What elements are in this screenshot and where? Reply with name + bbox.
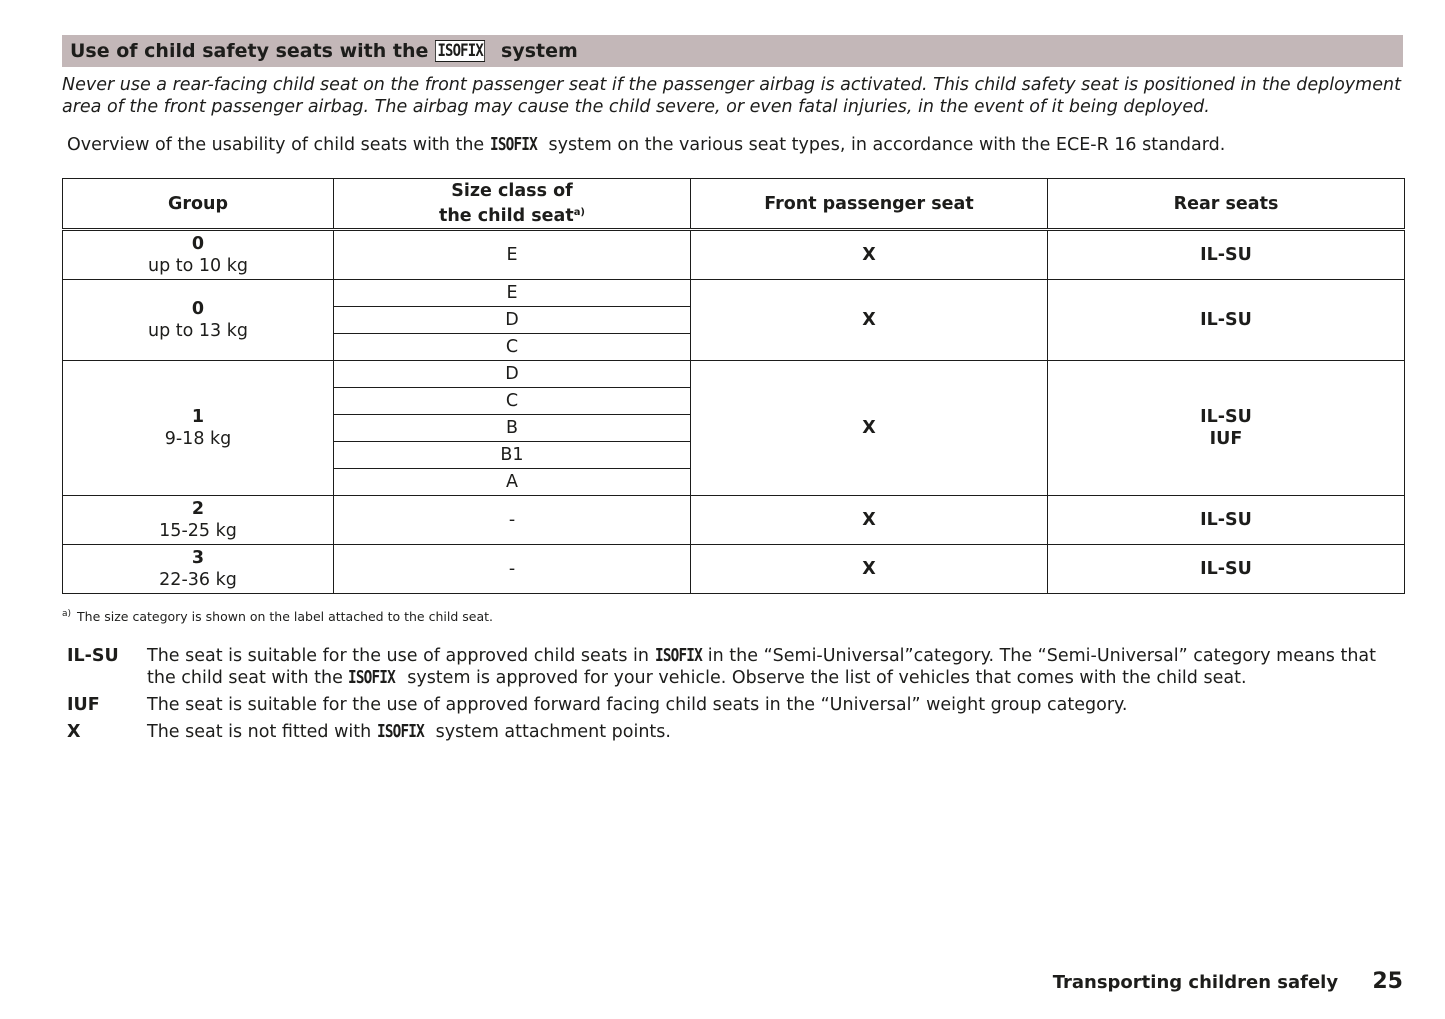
isofix-logo: ISOFIX	[489, 135, 537, 155]
size-class-cell: C	[334, 388, 691, 415]
size-class-cell: E	[334, 230, 691, 280]
size-class-cell: B1	[334, 442, 691, 469]
legend-key: IL-SU	[67, 646, 119, 666]
footer-section-title: Transporting children safely	[1052, 972, 1339, 993]
section-title	[62, 35, 1403, 67]
table-row	[63, 280, 1405, 307]
header-rear-seats: Rear seats	[1048, 179, 1405, 230]
group-cell	[63, 361, 334, 496]
legend-key: X	[67, 722, 81, 742]
footnote-text: The size category is shown on the label attached to the child seat.	[77, 609, 493, 624]
group-cell	[63, 496, 334, 545]
legend-text: system is approved for your vehicle. Observe the list of vehicles that comes with the child seat.	[407, 668, 1247, 688]
front-seat-cell: X	[691, 361, 1048, 496]
isofix-logo: ISOFIX	[348, 668, 396, 688]
front-seat-cell: X	[691, 230, 1048, 280]
warning-text: Never use a rear-facing child seat on the front passenger seat if the passenger airbag is activated. This child safety seat is positioned in the deployment area of the front passenger airbag. The airbag may cause the child severe, or even fatal injuries, in the event of it being deployed.	[62, 75, 1401, 117]
group-weight: up to 10 kg	[148, 256, 248, 276]
table-footnote	[62, 605, 493, 626]
size-class-cell: -	[334, 545, 691, 594]
front-seat-cell: X	[691, 545, 1048, 594]
legend-text: system attachment points.	[435, 722, 671, 742]
size-class-cell: B	[334, 415, 691, 442]
rear-seat-cell	[1048, 361, 1405, 496]
table-row	[63, 496, 1405, 545]
overview-after: system on the various seat types, in accordance with the ECE-R 16 standard.	[548, 135, 1226, 155]
group-cell	[63, 545, 334, 594]
group-weight: 9-18 kg	[164, 429, 232, 449]
legend-description	[147, 645, 1403, 689]
header-size-class	[334, 179, 691, 230]
isofix-logo: ISOFIX	[654, 646, 702, 666]
legend-description: The seat is suitable for the use of approved forward facing child seats in the “Universal” weight group category.	[147, 695, 1128, 715]
group-number: 0	[191, 299, 205, 319]
table-row	[63, 230, 1405, 280]
size-class-cell: C	[334, 334, 691, 361]
size-class-cell: D	[334, 361, 691, 388]
group-weight: 15-25 kg	[159, 521, 237, 541]
rear-seat-cell: IL-SU	[1048, 280, 1405, 361]
title-text-before: Use of child safety seats with the	[70, 40, 429, 62]
group-cell	[63, 280, 334, 361]
rear-seat-cell: IL-SU	[1048, 230, 1405, 280]
group-number: 2	[191, 499, 205, 519]
group-number: 0	[191, 234, 205, 254]
legend	[67, 645, 1403, 748]
rear-value: IL-SU	[1200, 407, 1252, 427]
legend-item-x	[67, 721, 1403, 743]
overview-text	[67, 133, 1225, 157]
isofix-usability-table	[62, 178, 1405, 594]
legend-text: The seat is suitable for the use of approved child seats in	[147, 646, 649, 666]
front-seat-cell: X	[691, 280, 1048, 361]
header-group: Group	[63, 179, 334, 230]
isofix-logo: ISOFIX	[376, 722, 424, 742]
front-seat-cell: X	[691, 496, 1048, 545]
size-class-cell: A	[334, 469, 691, 496]
table-header-row	[63, 179, 1405, 230]
rear-value: IUF	[1209, 429, 1243, 449]
size-class-cell: D	[334, 307, 691, 334]
header-size-line1: Size class of	[451, 181, 573, 201]
overview-before: Overview of the usability of child seats with the	[67, 135, 485, 155]
group-number: 3	[191, 548, 205, 568]
footnote-ref: a)	[573, 207, 586, 218]
legend-text: The seat is not fitted with	[147, 722, 372, 742]
size-class-cell: -	[334, 496, 691, 545]
legend-item-iuf	[67, 694, 1403, 716]
table-row	[63, 545, 1405, 594]
legend-key: IUF	[67, 695, 100, 715]
page-footer	[1053, 968, 1403, 997]
header-front-passenger: Front passenger seat	[691, 179, 1048, 230]
header-size-line2: the child seat	[438, 206, 574, 226]
legend-text: in the “Semi-Universal”category. The “Semi-Universal” category means that the child seat with the	[147, 646, 1377, 688]
rear-seat-cell: IL-SU	[1048, 545, 1405, 594]
group-weight: 22-36 kg	[159, 570, 237, 590]
legend-description	[147, 721, 1403, 743]
page-number: 25	[1372, 969, 1403, 994]
table-row	[63, 361, 1405, 388]
isofix-logo: ISOFIX	[435, 40, 485, 62]
group-number: 1	[191, 407, 205, 427]
footnote-mark: a)	[62, 609, 72, 619]
legend-item-ilsu	[67, 645, 1403, 689]
size-class-cell: E	[334, 280, 691, 307]
group-weight: up to 13 kg	[148, 321, 248, 341]
group-cell	[63, 230, 334, 280]
rear-seat-cell: IL-SU	[1048, 496, 1405, 545]
title-text-after: system	[501, 40, 578, 62]
